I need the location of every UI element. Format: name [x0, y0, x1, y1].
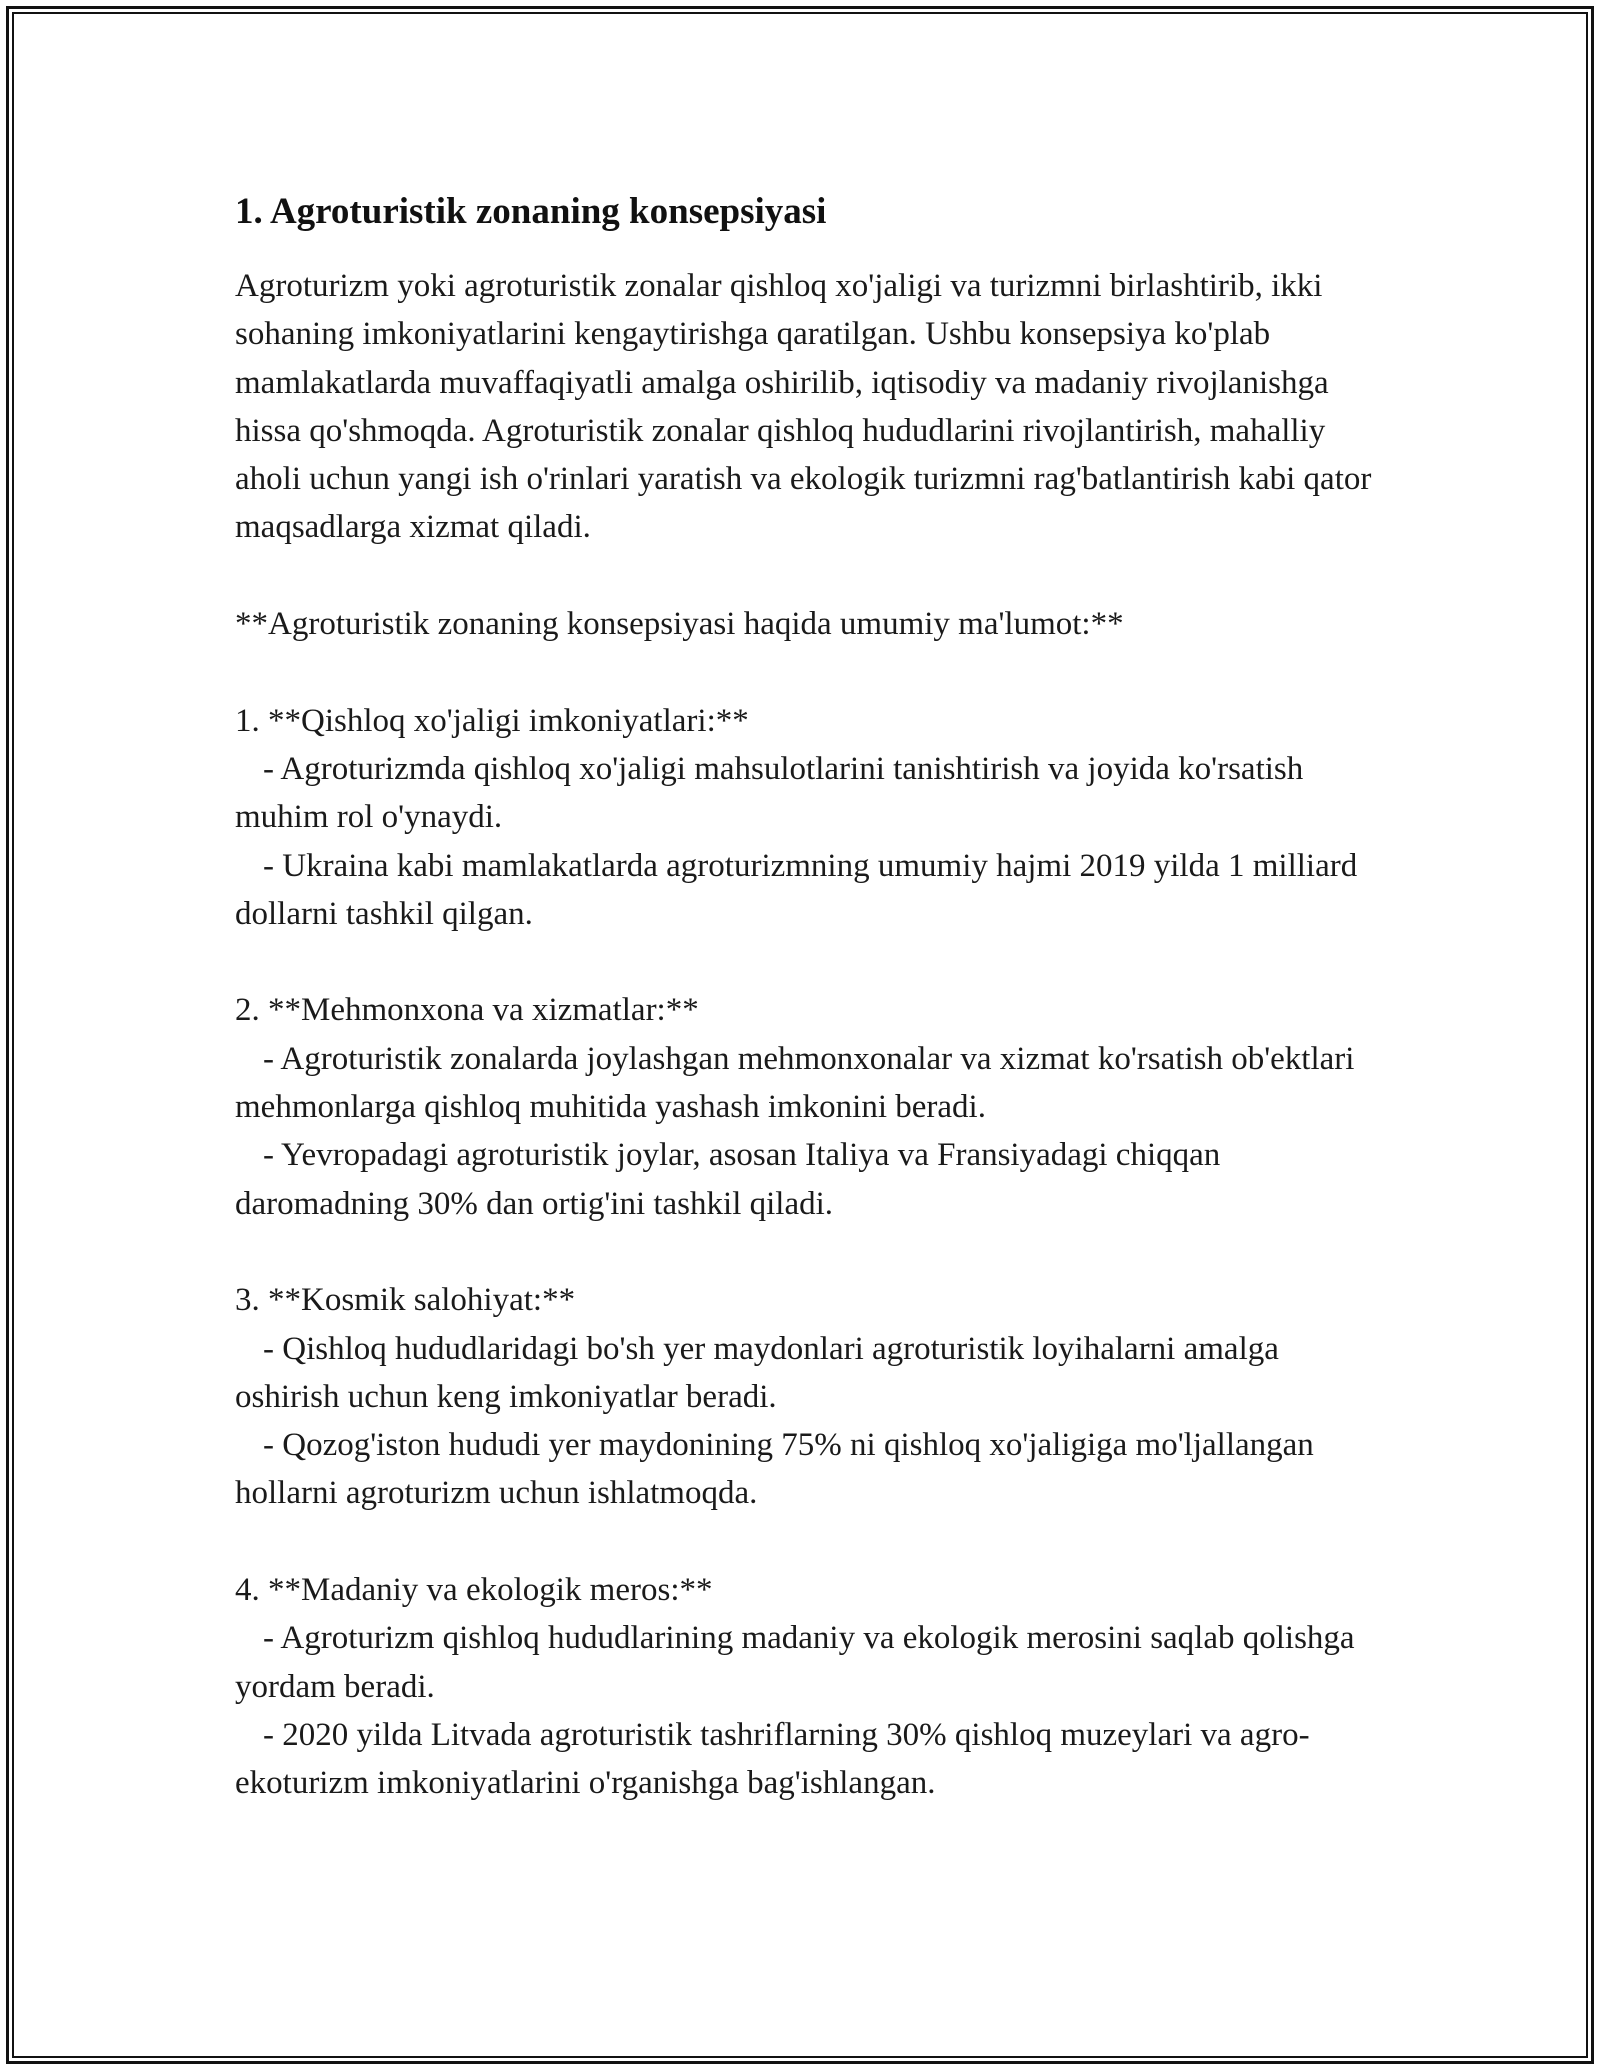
overview-heading: **Agroturistik zonaning konsepsiyasi haqida umumiy ma'lumot:** [235, 606, 1124, 643]
document-title: 1. Agroturistik zonaning konsepsiyasi [235, 191, 827, 232]
section-2 [235, 986, 1385, 1227]
section-1 [235, 697, 1385, 938]
section-heading: 1. **Qishloq xo'jaligi imkoniyatlari:** [235, 702, 749, 739]
section-point: - 2020 yilda Litvada agroturistik tashriflarning 30% qishloq muzeylari va agro-ekoturizm imkoniyatlarini o'rganishga bag'ishlangan. [235, 1716, 1310, 1802]
section-point: - Yevropadagi agroturistik joylar, asosan Italiya va Fransiyadagi chiqqan daromadning 30% dan ortig'ini tashkil qiladi. [235, 1137, 1221, 1222]
section-3 [235, 1276, 1385, 1517]
intro-paragraph: Agroturizm yoki agroturistik zonalar qishloq xo'jaligi va turizmni birlashtirib, ikki sohaning imkoniyatlarini kengaytirishga qaratilgan. Ushbu konsepsiya ko'plab mamlakatlarda muvaffaqiyatli amalga oshirilib, iqtisodiy va madaniy rivojlanishga hissa qo'shmoqda. Agroturistik zonalar qishloq hududlarini rivojlantirish, mahalliy aholi uchun yangi ish o'rinlari yaratish va ekologik turizmni rag'batlantirish kabi qator maqsadlarga xizmat qiladi. [235, 268, 1372, 546]
section-point: - Agroturizm qishloq hududlarining madaniy va ekologik merosini saqlab qolishga yordam beradi. [235, 1620, 1355, 1705]
section-point: - Qishloq hududlaridagi bo'sh yer maydonlari agroturistik loyihalarni amalga oshirish uchun keng imkoniyatlar beradi. [235, 1330, 1279, 1415]
section-point: - Agroturistik zonalarda joylashgan mehmonxonalar va xizmat ko'rsatish ob'ektlari mehmonlarga qishloq muhitida yashash imkonini beradi. [235, 1040, 1355, 1126]
section-point: - Qozog'iston hududi yer maydonining 75% ni qishloq xo'jaligiga mo'ljallangan hollarni agroturizm uchun ishlatmoqda. [235, 1427, 1314, 1512]
section-heading: 3. **Kosmik salohiyat:** [235, 1282, 576, 1319]
section-heading: 4. **Madaniy va ekologik meros:** [235, 1572, 713, 1609]
section-heading: 2. **Mehmonxona va xizmatlar:** [235, 992, 699, 1029]
section-point: - Agroturizmda qishloq xo'jaligi mahsulotlarini tanishtirish va joyida ko'rsatish muhim rol o'ynaydi. [235, 750, 1304, 836]
document-page [235, 188, 1385, 1856]
section-point: - Ukraina kabi mamlakatlarda agroturizmning umumiy hajmi 2019 yilda 1 milliard dollarni tashkil qilgan. [235, 847, 1358, 932]
section-4 [235, 1566, 1385, 1807]
